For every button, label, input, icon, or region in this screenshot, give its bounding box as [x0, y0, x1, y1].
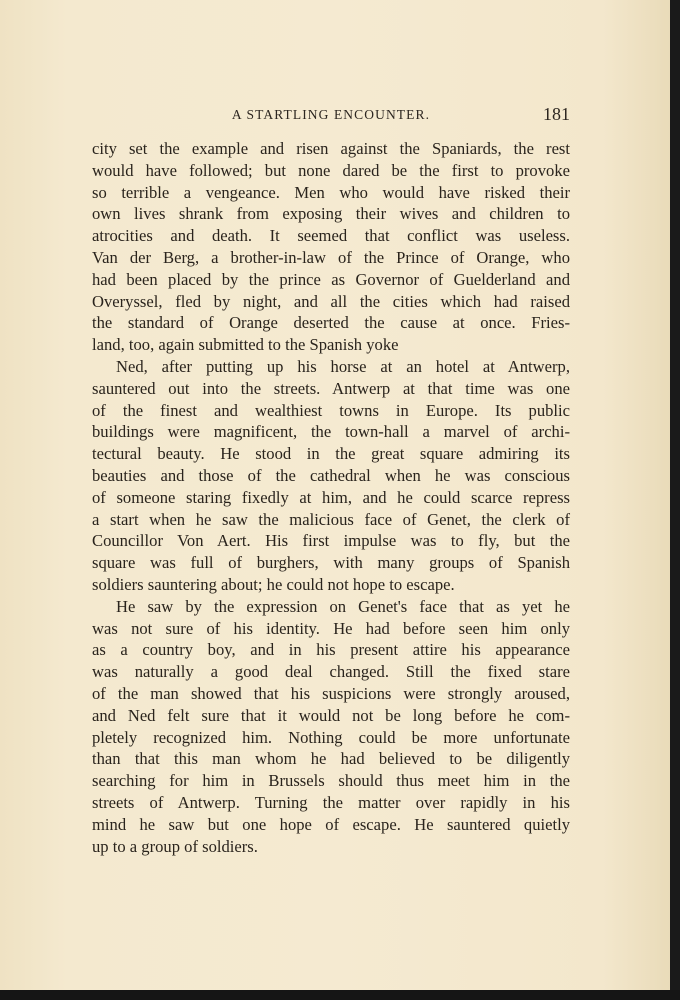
text-line: had been placed by the prince as Governor of Guelderland and [92, 269, 570, 289]
text-line: was not sure of his identity. He had before seen him only [92, 618, 570, 638]
text-line: land, too, again submitted to the Spanish yoke [92, 335, 399, 355]
text-line: atrocities and death. It seemed that conflict was useless. [92, 226, 570, 246]
text-line: the standard of Orange deserted the cause at once. Fries- [92, 313, 570, 333]
text-line: mind he saw but one hope of escape. He sauntered quietly [92, 814, 570, 834]
text-line: square was full of burghers, with many groups of Spanish [92, 553, 570, 573]
text-line: Van der Berg, a brother-in-law of the Prince of Orange, who [92, 247, 570, 267]
text-line: a start when he saw the malicious face of Genet, the clerk of [92, 509, 570, 529]
page-number: 181 [543, 104, 570, 124]
scan-edge-bottom [0, 990, 680, 1000]
text-line: Councillor Von Aert. His first impulse was to fly, but the [92, 531, 570, 551]
text-line: was naturally a good deal changed. Still the fixed stare [92, 662, 570, 682]
text-line: than that this man whom he had believed to be diligently [92, 749, 570, 769]
text-line: as a country boy, and in his present attire his appearance [92, 640, 570, 660]
text-line: up to a group of soldiers. [92, 836, 258, 856]
text-line: city set the example and risen against the Spaniards, the rest [92, 139, 570, 158]
text-line: so terrible a vengeance. Men who would have risked their [92, 182, 570, 202]
scan-edge-right [670, 0, 680, 1000]
page-header [92, 104, 570, 128]
text-line: tectural beauty. He stood in the great square admiring its [92, 444, 570, 464]
text-line: Overyssel, fled by night, and all the cities which had raised [92, 291, 570, 311]
text-line: own lives shrank from exposing their wives and children to [92, 204, 570, 224]
text-line: of someone staring fixedly at him, and he could scarce repress [92, 487, 570, 507]
running-title: A STARTLING ENCOUNTER. [231, 107, 431, 122]
text-line: of the finest and wealthiest towns in Europe. Its public [92, 400, 570, 420]
text-line: buildings were magnificent, the town-hall a marvel of archi- [92, 422, 570, 442]
text-line: of the man showed that his suspicions were strongly aroused, [92, 683, 570, 703]
text-line: streets of Antwerp. Turning the matter over rapidly in his [92, 792, 570, 812]
text-line: Ned, after putting up his horse at an hotel at Antwerp, [116, 356, 570, 376]
text-line: searching for him in Brussels should thus meet him in the [92, 771, 570, 791]
text-line: sauntered out into the streets. Antwerp at that time was one [92, 378, 570, 398]
text-line: He saw by the expression on Genet's face that as yet he [116, 596, 570, 616]
text-line: pletely recognized him. Nothing could be more unfortunate [92, 727, 570, 747]
text-line: beauties and those of the cathedral when he was conscious [92, 465, 570, 485]
text-line: and Ned felt sure that it would not be long before he com- [92, 705, 570, 725]
body-text [92, 138, 570, 857]
text-line: would have followed; but none dared be the first to provoke [92, 160, 570, 180]
text-line: soldiers sauntering about; he could not hope to escape. [92, 574, 455, 594]
